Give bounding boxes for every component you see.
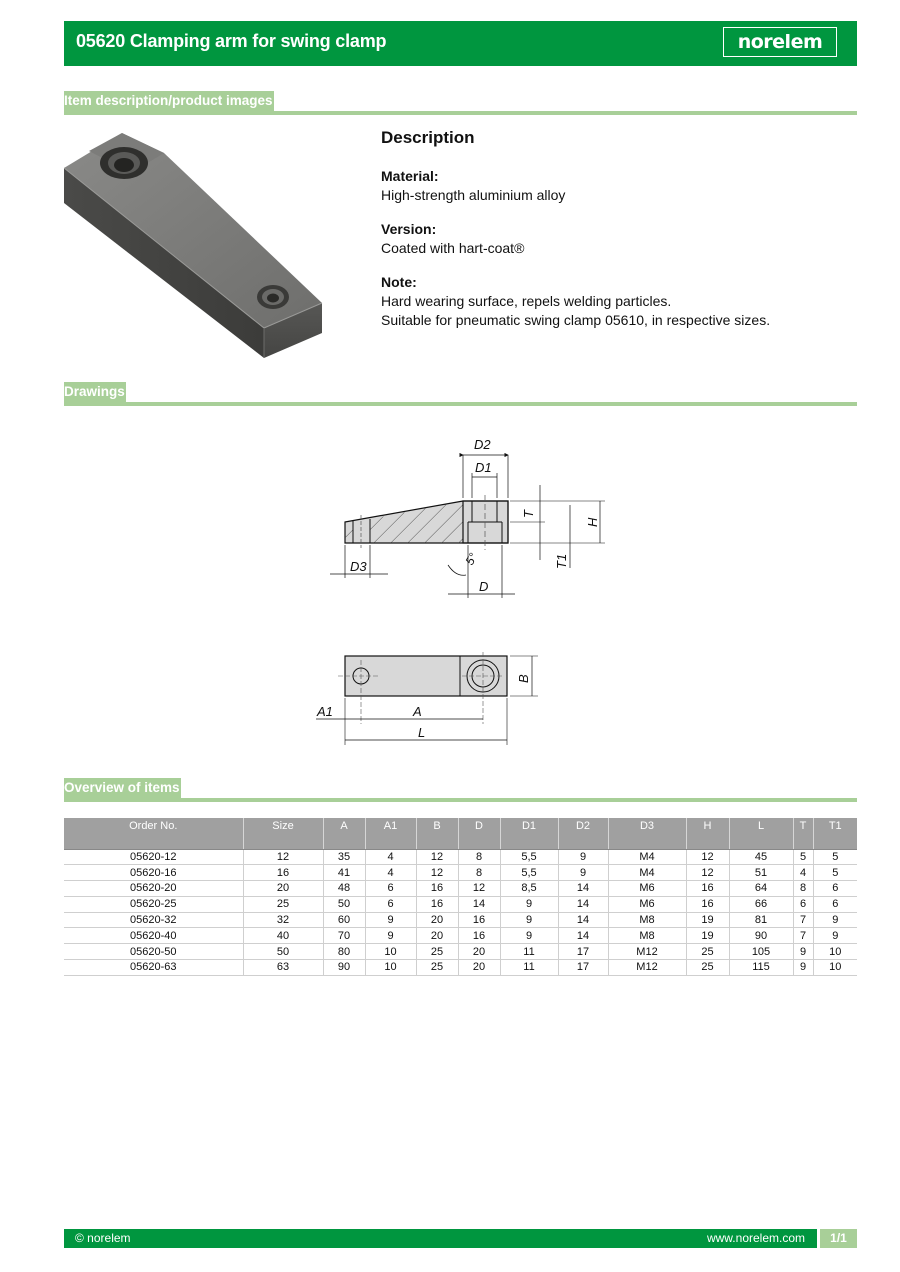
dim-t: T — [521, 510, 536, 518]
website-link[interactable]: www.norelem.com — [706, 1231, 805, 1245]
table-cell: 115 — [729, 960, 793, 976]
table-cell: 5 — [813, 849, 857, 865]
table-cell: 5,5 — [500, 849, 558, 865]
table-cell: 9 — [365, 928, 416, 944]
table-row — [64, 944, 857, 960]
description-title: Description — [381, 128, 475, 147]
note-label: Note: — [381, 274, 417, 290]
table-cell: 48 — [323, 881, 365, 897]
dim-d: D — [479, 579, 489, 594]
table-cell: M6 — [608, 881, 686, 897]
copyright: © norelem — [75, 1231, 131, 1245]
table-row — [64, 865, 857, 881]
table-cell: 6 — [813, 881, 857, 897]
column-header: Order No. — [64, 818, 243, 849]
table-cell: 25 — [416, 944, 458, 960]
table-cell: 16 — [686, 896, 729, 912]
table-cell: 66 — [729, 896, 793, 912]
table-cell: 16 — [686, 881, 729, 897]
column-header: D — [458, 818, 500, 849]
table-cell: 16 — [458, 928, 500, 944]
table-cell: 25 — [686, 944, 729, 960]
note-line-2: Suitable for pneumatic swing clamp 05610, in respective sizes. — [381, 312, 771, 328]
table-cell: 90 — [729, 928, 793, 944]
table-cell: 32 — [243, 912, 323, 928]
table-cell: 14 — [558, 896, 608, 912]
table-cell: 35 — [323, 849, 365, 865]
table-cell: M6 — [608, 896, 686, 912]
dim-d3: D3 — [350, 559, 367, 574]
section-label: Overview of items — [64, 778, 181, 798]
table-cell: 10 — [365, 960, 416, 976]
column-header: A1 — [365, 818, 416, 849]
section-item-description — [64, 91, 857, 115]
table-cell: 12 — [416, 865, 458, 881]
table-cell: 19 — [686, 912, 729, 928]
norelem-logo — [723, 27, 837, 57]
dim-h: H — [585, 517, 600, 527]
column-header: A — [323, 818, 365, 849]
table-cell: 8,5 — [500, 881, 558, 897]
table-cell: 9 — [813, 928, 857, 944]
items-table — [64, 818, 857, 976]
table-cell: 105 — [729, 944, 793, 960]
table-cell: 20 — [416, 928, 458, 944]
table-cell: 4 — [365, 849, 416, 865]
section-overview — [64, 778, 857, 802]
section-divider — [64, 402, 857, 406]
table-row — [64, 896, 857, 912]
table-cell: 20 — [458, 944, 500, 960]
table-cell: 9 — [365, 912, 416, 928]
table-cell: 4 — [793, 865, 813, 881]
table-cell: 63 — [243, 960, 323, 976]
table-cell: M4 — [608, 865, 686, 881]
table-cell: 25 — [416, 960, 458, 976]
version-label: Version: — [381, 221, 437, 237]
table-cell: 10 — [813, 960, 857, 976]
column-header: B — [416, 818, 458, 849]
table-row — [64, 928, 857, 944]
column-header: D2 — [558, 818, 608, 849]
table-cell: 8 — [458, 865, 500, 881]
table-cell: 05620-32 — [64, 912, 243, 928]
table-cell: 16 — [416, 881, 458, 897]
table-cell: M4 — [608, 849, 686, 865]
table-cell: 05620-40 — [64, 928, 243, 944]
dim-d1: D1 — [475, 460, 492, 475]
dim-t1: T1 — [554, 553, 569, 569]
table-cell: 16 — [458, 912, 500, 928]
dim-l: L — [418, 725, 426, 740]
table-cell: 6 — [365, 881, 416, 897]
table-cell: 9 — [813, 912, 857, 928]
table-row — [64, 881, 857, 897]
section-drawings — [64, 382, 857, 406]
table-cell: 16 — [243, 865, 323, 881]
table-cell: 25 — [243, 896, 323, 912]
dim-a: A — [413, 704, 422, 719]
table-cell: 5 — [813, 865, 857, 881]
version-block — [381, 220, 841, 258]
table-cell: 11 — [500, 944, 558, 960]
dim-a1: A1 — [317, 704, 333, 719]
table-cell: 10 — [365, 944, 416, 960]
table-row — [64, 912, 857, 928]
material-label: Material: — [381, 168, 439, 184]
table-cell: 51 — [729, 865, 793, 881]
table-cell: 6 — [813, 896, 857, 912]
table-row — [64, 960, 857, 976]
column-header: Size — [243, 818, 323, 849]
table-cell: 9 — [558, 865, 608, 881]
version-value: Coated with hart-coat® — [381, 240, 525, 256]
top-view — [316, 652, 538, 745]
table-cell: 9 — [793, 960, 813, 976]
table-body — [64, 849, 857, 975]
material-value: High-strength aluminium alloy — [381, 187, 566, 203]
table-cell: 17 — [558, 944, 608, 960]
table-cell: 90 — [323, 960, 365, 976]
table-cell: 20 — [458, 960, 500, 976]
table-cell: 12 — [416, 849, 458, 865]
table-cell: 50 — [323, 896, 365, 912]
table-cell: 4 — [365, 865, 416, 881]
table-cell: 41 — [323, 865, 365, 881]
column-header: T1 — [813, 818, 857, 849]
page-number: 1/1 — [820, 1229, 857, 1248]
table-cell: M8 — [608, 928, 686, 944]
side-section-view — [330, 437, 605, 598]
table-cell: 70 — [323, 928, 365, 944]
dim-angle: 5° — [462, 550, 481, 568]
column-header: H — [686, 818, 729, 849]
footer-bar — [64, 1229, 817, 1248]
table-cell: 05620-50 — [64, 944, 243, 960]
table-cell: 9 — [793, 944, 813, 960]
section-label: Item description/product images — [64, 91, 274, 111]
dim-d2: D2 — [474, 437, 491, 452]
table-cell: 6 — [793, 896, 813, 912]
table-cell: 9 — [500, 896, 558, 912]
table-cell: 9 — [500, 912, 558, 928]
table-cell: 8 — [458, 849, 500, 865]
table-cell: 12 — [243, 849, 323, 865]
table-cell: 9 — [500, 928, 558, 944]
technical-drawing — [300, 425, 630, 755]
table-cell: 14 — [558, 881, 608, 897]
page-title: 05620 Clamping arm for swing clamp — [76, 31, 387, 51]
description-panel — [381, 128, 841, 345]
table-cell: 6 — [365, 896, 416, 912]
table-cell: 50 — [243, 944, 323, 960]
note-block — [381, 273, 841, 330]
column-header: L — [729, 818, 793, 849]
table-cell: 14 — [558, 912, 608, 928]
table-cell: 10 — [813, 944, 857, 960]
table-cell: 64 — [729, 881, 793, 897]
table-cell: 17 — [558, 960, 608, 976]
table-cell: 40 — [243, 928, 323, 944]
table-cell: M12 — [608, 944, 686, 960]
table-cell: 05620-20 — [64, 881, 243, 897]
note-line-1: Hard wearing surface, repels welding particles. — [381, 293, 672, 309]
section-label: Drawings — [64, 382, 126, 402]
material-block — [381, 167, 841, 205]
table-cell: 20 — [416, 912, 458, 928]
table-cell: 14 — [458, 896, 500, 912]
table-header-row — [64, 818, 857, 849]
column-header: D3 — [608, 818, 686, 849]
table-cell: 19 — [686, 928, 729, 944]
table-cell: 60 — [323, 912, 365, 928]
table-cell: 16 — [416, 896, 458, 912]
section-divider — [64, 798, 857, 802]
table-cell: 45 — [729, 849, 793, 865]
table-cell: 81 — [729, 912, 793, 928]
table-cell: 5 — [793, 849, 813, 865]
table-row — [64, 849, 857, 865]
table-cell: 14 — [558, 928, 608, 944]
table-cell: M8 — [608, 912, 686, 928]
table-cell: 05620-16 — [64, 865, 243, 881]
table-cell: 05620-63 — [64, 960, 243, 976]
dim-b: B — [516, 674, 531, 683]
table-cell: 12 — [686, 865, 729, 881]
table-cell: 7 — [793, 928, 813, 944]
table-cell: 12 — [686, 849, 729, 865]
table-cell: 05620-25 — [64, 896, 243, 912]
table-cell: 12 — [458, 881, 500, 897]
column-header: D1 — [500, 818, 558, 849]
table-cell: 8 — [793, 881, 813, 897]
product-image — [64, 123, 326, 363]
header-bar — [64, 21, 857, 66]
table-cell: M12 — [608, 960, 686, 976]
table-cell: 25 — [686, 960, 729, 976]
column-header: T — [793, 818, 813, 849]
table-cell: 9 — [558, 849, 608, 865]
table-cell: 20 — [243, 881, 323, 897]
table-cell: 5,5 — [500, 865, 558, 881]
section-divider — [64, 111, 857, 115]
table-cell: 05620-12 — [64, 849, 243, 865]
table-cell: 7 — [793, 912, 813, 928]
table-cell: 11 — [500, 960, 558, 976]
logo-text: norelem — [737, 31, 823, 53]
table-cell: 80 — [323, 944, 365, 960]
